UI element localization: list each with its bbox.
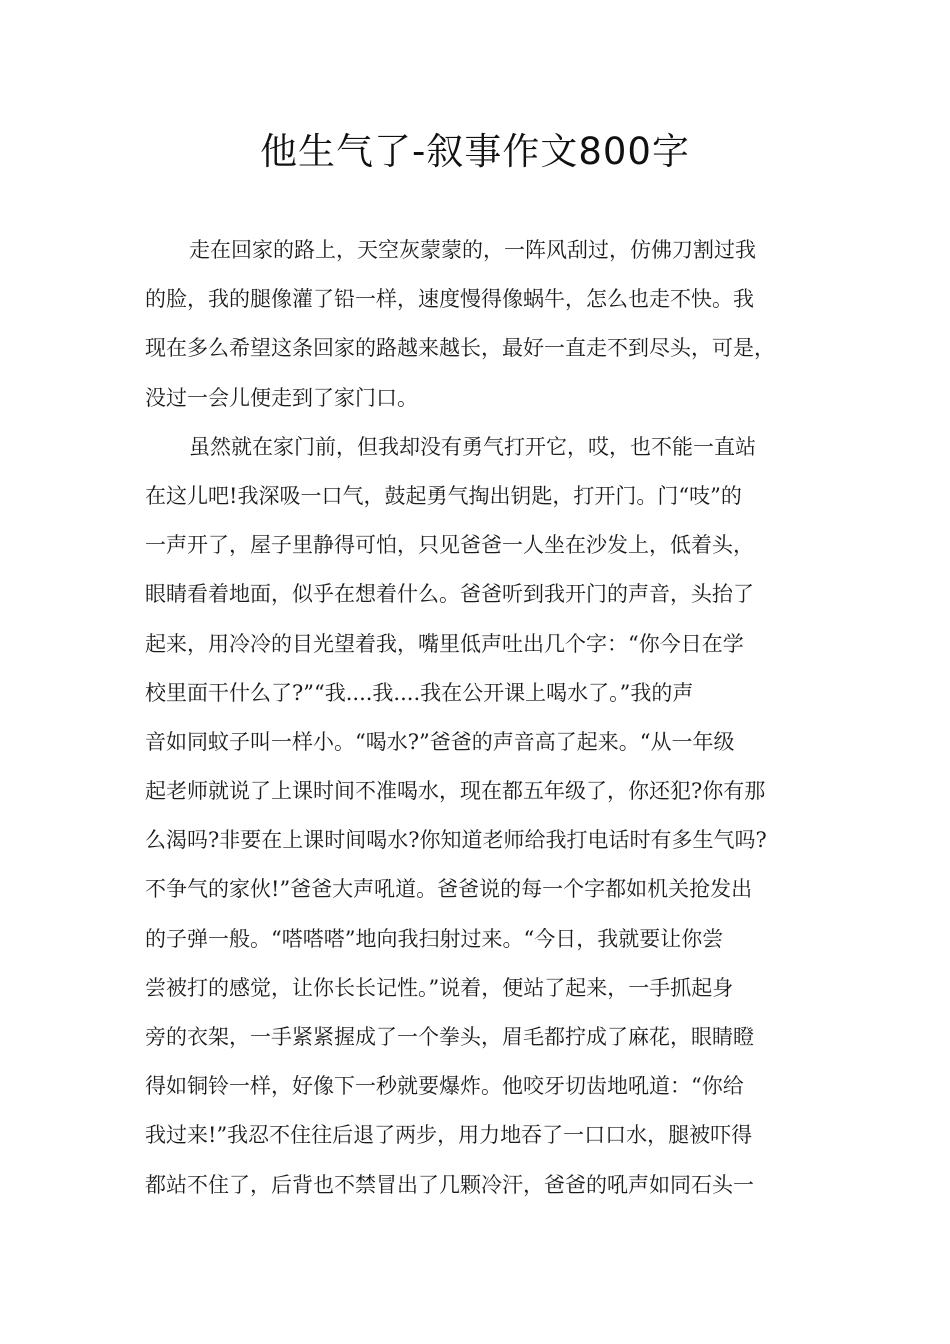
paragraph-1-line-1: 走在回家的路上，天空灰蒙蒙的，一阵风刮过，仿佛刀割过我	[189, 238, 756, 262]
paragraph-2-line-13: 旁的衣架，一手紧紧握成了一个拳头，眉毛都拧成了麻花，眼睛瞪	[145, 1025, 754, 1049]
paragraph-2-line-1: 虽然就在家门前，但我却没有勇气打开它，哎，也不能一直站	[189, 434, 756, 459]
paragraph-2-line-16: 都站不住了，后背也不禁冒出了几颗冷汗，爸爸的吼声如同石头一	[145, 1172, 754, 1197]
paragraph-2-line-14: 得如铜铃一样，好像下一秒就要爆炸。他咬牙切齿地吼道：“你给	[145, 1074, 744, 1099]
paragraph-2-line-9: 么渴吗?非要在上课时间喝水?你知道老师给我打电话时有多生气吗?	[145, 828, 767, 853]
paragraph-2-line-6: 校里面干什么了?”“我....我....我在公开课上喝水了。”我的声	[145, 680, 694, 705]
paragraph-1-line-2: 的脸，我的腿像灌了铅一样，速度慢得像蜗牛，怎么也走不快。我	[145, 287, 754, 312]
paragraph-2-line-2: 在这儿吧!我深吸一口气，鼓起勇气掏出钥匙，打开门。门“吱”的	[145, 483, 742, 508]
paragraph-2-line-15: 我过来!”我忍不住往后退了两步，用力地吞了一口口水，腿被吓得	[145, 1123, 753, 1148]
paragraph-2-line-8: 起老师就说了上课时间不准喝水，现在都五年级了，你还犯?你有那	[145, 779, 766, 804]
paragraph-2-line-5: 起来，用冷冷的目光望着我，嘴里低声吐出几个字：“你今日在学	[145, 631, 744, 656]
paragraph-2-line-4: 眼睛看着地面，似乎在想着什么。爸爸听到我开门的声音，头抬了	[145, 582, 754, 607]
paragraph-2-line-3: 一声开了，屋子里静得可怕，只见爸爸一人坐在沙发上，低着头，	[145, 533, 754, 558]
paragraph-2-line-10: 不争气的家伙!”爸爸大声吼道。爸爸说的每一个字都如机关抢发出	[145, 877, 753, 902]
document-title: 他生气了-叙事作文800字	[260, 130, 690, 173]
paragraph-2-line-7: 音如同蚊子叫一样小。“喝水?”爸爸的声音高了起来。“从一年级	[145, 729, 735, 754]
paragraph-1-line-4: 没过一会儿便走到了家门口。	[145, 385, 418, 410]
paragraph-1-line-3: 现在多么希望这条回家的路越来越长，最好一直走不到尽头，可是，	[145, 336, 775, 361]
document-body	[145, 226, 813, 1210]
paragraph-2-line-11: 的子弹一般。“嗒嗒嗒”地向我扫射过来。“今日，我就要让你尝	[145, 926, 724, 951]
paragraph-2-line-12: 尝被打的感觉，让你长长记性。”说着，便站了起来，一手抓起身	[145, 975, 734, 1000]
